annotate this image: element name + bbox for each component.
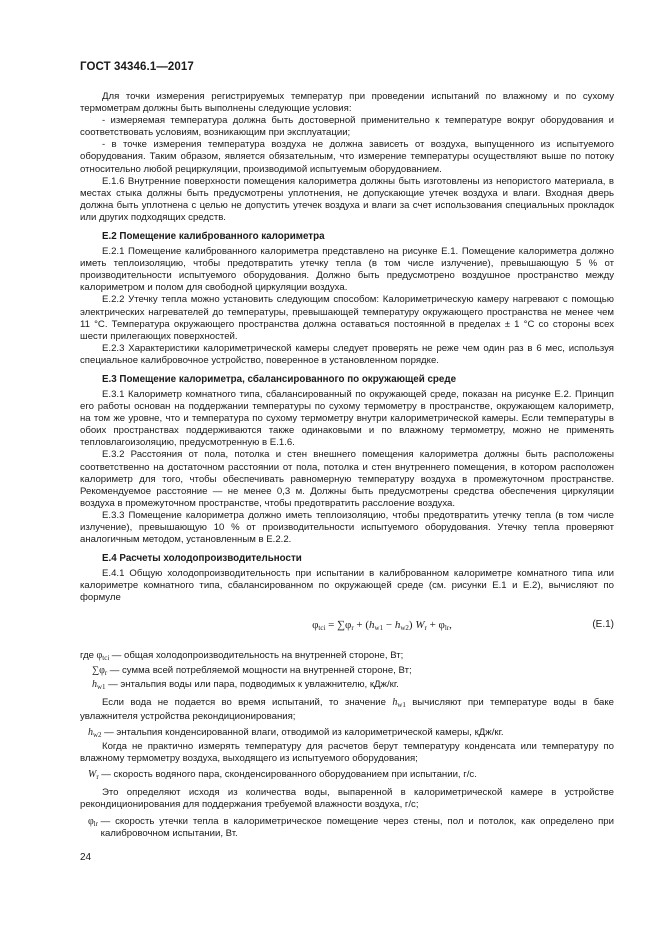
definition-hw1: $h_{w1}$ — энтальпия воды или пара, подводимых к увлажнителю, кДж/кг. [92, 678, 399, 691]
note-hw2: Когда не практично измерять температуру для расчетов берут температуру конденсата или температуру по влажному термометру воздуха, выходящего из испытуемого оборудования; [80, 741, 614, 765]
definition-hw2: $h_{w2}$ — энтальпия конденсированной влаги, отводимой из калориметрической камеры, кДж/кг. [88, 726, 504, 739]
section-heading-e3: Е.3 Помещение калориметра, сбалансированного по окружающей среде [102, 373, 457, 385]
paragraph: Е.2.1 Помещение калиброванного калориметра представлено на рисунке Е.1. Помещение калориметра должно иметь теплоизоляцию, чтобы предотвратить утечку тепла (в том числе излучение), превышающую 5 % от производительности испытуемого оборудования. Должно быть предусмотрено воздушное пространство между калориметром и полом для свободной циркуляции воздуха. [80, 246, 614, 294]
paragraph: Е.2.2 Утечку тепла можно установить следующим способом: Калориметрическую камеру нагревают с помощью электрических нагревателей до температуры, превышающей температуру окружающего пространства не менее чем 11 °С. Температура окружающего пространства должна оставаться постоянной в пределах ± 1 °С со стороны всех шести прилегающих поверхностей. [80, 294, 614, 342]
page-number: 24 [80, 852, 92, 863]
definition-wr: $W_r$ — скорость водяного пара, сконденсированного оборудованием при испытании, г/с. [88, 769, 477, 782]
formula-expression: $\varphi_{tci} = \sum\varphi_r + (h_{w1} - h_{w2}) W_r + \varphi_{lr}$, [312, 619, 452, 633]
note-hw1: Если вода не подается во время испытаний, то значение $h_{w1}$ вычисляют при температуре воды в баке увлажнителя устройства рекондиционирования; [80, 696, 615, 722]
paragraph: - измеряемая температура должна быть достоверной применительно к температуре вокруг оборудования и соответствовать условиям, возникающим при эксплуатации; [80, 115, 614, 139]
note-wr: Это определяют исходя из количества воды, выпаренной в калориметрической камере в устройстве рекондиционирования для поддержания требуемой влажности воздуха, г/с; [80, 787, 614, 811]
paragraph: Е.1.6 Внутренние поверхности помещения калориметра должны быть изготовлены из непористого материала, в местах стыка должны быть предусмотрены уплотнения, не допускающие утечек воздуха и влаги. Входная дверь должна быть уплотнена с целью не допустить утечек воздуха и влаги за счет использования специальных прокладок или других подходящих средств. [80, 175, 614, 223]
section-heading-e2: Е.2 Помещение калиброванного калориметра [102, 231, 325, 243]
formula-number: (Е.1) [592, 619, 614, 631]
symbol-definitions [80, 650, 614, 839]
paragraph: Для точки измерения регистрируемых температур при проведении испытаний по влажному и по сухому термометрам должны быть выполнены следующие условия: [80, 91, 614, 115]
section-heading-e4: Е.4 Расчеты холодопроизводительности [102, 553, 302, 565]
definition-phi-tci: где $\varphi_{tci}$ — общая холодопроизводительность на внутренней стороне, Вт; [80, 650, 404, 663]
document-header: ГОСТ 34346.1—2017 [80, 61, 194, 73]
paragraph: Е.3.3 Помещение калориметра должно иметь теплоизоляцию, чтобы предотвратить утечку тепла (в том числе излучение), превышающую 10 % от производительности испытуемого оборудования. Утечку тепла проверяют аналогичным методом, установленным в Е.2.2. [80, 509, 614, 546]
definition-phi-lr: $\varphi_{lr}$ — скорость утечки тепла в калориметрическое помещение через стены, пол и потолок, как определено при калибровочном испытании, Вт. [88, 815, 614, 839]
definition-sum-phi-r: $\sum\varphi_r$ — сумма всей потребляемой мощности на внутренней стороне, Вт; [92, 664, 412, 677]
paragraph: Е.3.2 Расстояния от пола, потолка и стен внешнего помещения калориметра должны быть расположены соответственно на достаточном расстоянии от пола, потолка и стен внутреннего помещения, в котором расположен калориметр для того, чтобы обеспечивать равномерную температуру воздуха в промежуточном пространстве. Рекомендуемое расстояние — не менее 0,3 м. Должны быть предусмотрены средства обеспечения циркуляции воздуха в промежуточном пространстве, чтобы предотвратить расслоение воздуха. [80, 449, 614, 509]
paragraph: Е.2.3 Характеристики калориметрической камеры следует проверять не реже чем один раз в 6 мес, используя специальное калибровочное устройство, поверенное в установленном порядке. [80, 342, 614, 366]
paragraph: - в точке измерения температура воздуха не должна зависеть от воздуха, выпущенного из испытуемого оборудования. Таким образом, является обязательным, что измерение температуры осуществляют выше по потоку относительно любой рециркуляции, производимой испытуемым оборудованием. [80, 139, 614, 175]
paragraph: Е.4.1 Общую холодопроизводительность при испытании в калиброванном калориметре комнатного типа или калориметре комнатного типа, сбалансированном по окружающей среде (см. рисунки Е.1 и Е.2), вычисляют по формуле [80, 568, 614, 604]
document-body [80, 91, 614, 840]
formula-e1 [80, 616, 614, 638]
paragraph: Е.3.1 Калориметр комнатного типа, сбалансированный по окружающей среде, показан на рисунке Е.2. Принцип его работы основан на поддержании температуры по сухому термометру в пространстве, окружающем калориметр, на том же уровне, что и температура по сухому термометру внутри калориметрической камеры. Если температуры в обоих пространствах поддерживаются также одинаковыми и по влажному термометру, можно не применять тепловлагоизоляцию, предусмотренную в Е.1.6. [80, 388, 614, 449]
